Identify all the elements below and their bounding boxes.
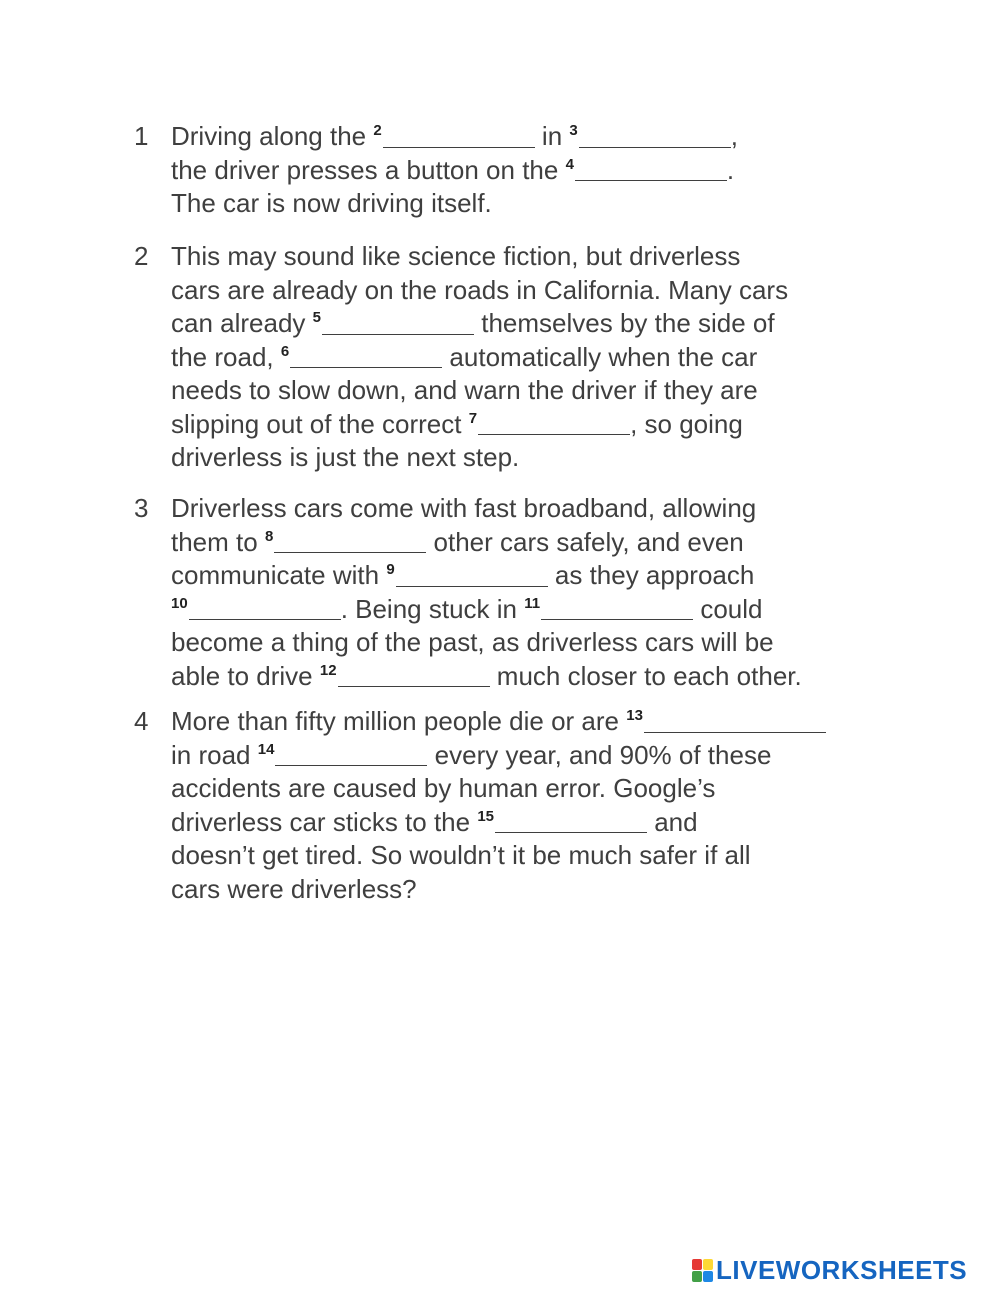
text-line bbox=[171, 626, 774, 660]
answer-blank-8[interactable] bbox=[274, 526, 426, 560]
text-line bbox=[171, 441, 519, 475]
logo-square bbox=[692, 1259, 702, 1270]
text-line bbox=[171, 772, 715, 806]
text-fragment: accidents are caused by human error. Google’s bbox=[171, 773, 716, 803]
logo-square bbox=[703, 1259, 713, 1270]
gap-number-13: 13 bbox=[626, 707, 643, 724]
text-line bbox=[171, 274, 788, 308]
paragraph-number: 4 bbox=[134, 706, 149, 736]
text-fragment: cars are already on the roads in California. Many cars bbox=[171, 274, 789, 305]
text-fragment: needs to slow down, and warn the driver if they are bbox=[171, 375, 758, 405]
text-fragment: become a thing of the past, as driverless cars will be bbox=[171, 627, 774, 657]
answer-blank-14[interactable] bbox=[275, 739, 427, 773]
text-line bbox=[171, 705, 826, 739]
text-fragment: , bbox=[730, 121, 738, 151]
gap-number-5: 5 bbox=[312, 309, 321, 326]
text-line bbox=[171, 839, 751, 873]
text-line bbox=[171, 187, 492, 221]
text-fragment: every year, and 90% of these bbox=[427, 739, 772, 770]
text-fragment: in bbox=[534, 121, 570, 151]
text-fragment: communicate with bbox=[171, 560, 387, 590]
answer-blank-5[interactable] bbox=[322, 307, 474, 341]
text-fragment: driverless car sticks to the bbox=[171, 806, 478, 837]
worksheet-text-block bbox=[122, 108, 882, 906]
answer-blank-12[interactable] bbox=[338, 660, 490, 694]
text-fragment: the road, bbox=[171, 341, 281, 372]
text-fragment: slipping out of the correct bbox=[171, 408, 469, 439]
text-line bbox=[171, 559, 754, 593]
gap-number-4: 4 bbox=[565, 155, 574, 173]
text-line bbox=[171, 873, 417, 907]
text-line bbox=[171, 374, 758, 408]
text-fragment: other cars safely, and even bbox=[426, 526, 744, 557]
liveworksheets-logo bbox=[692, 1254, 967, 1286]
gap-number-3: 3 bbox=[569, 122, 578, 139]
text-line bbox=[171, 526, 744, 560]
paragraph-number: 2 bbox=[134, 241, 149, 271]
text-line bbox=[171, 660, 802, 694]
text-line bbox=[171, 408, 743, 442]
gap-number-10: 10 bbox=[171, 594, 188, 612]
text-fragment: , so going bbox=[630, 408, 743, 439]
text-fragment: cars were driverless? bbox=[171, 873, 417, 904]
answer-blank-9[interactable] bbox=[396, 559, 548, 593]
answer-blank-7[interactable] bbox=[478, 408, 630, 442]
answer-blank-6[interactable] bbox=[290, 341, 442, 375]
logo-square bbox=[703, 1271, 713, 1282]
text-line bbox=[171, 307, 775, 341]
text-line bbox=[171, 593, 762, 627]
text-line bbox=[171, 154, 734, 188]
text-fragment: Driverless cars come with fast broadband, allowing bbox=[171, 493, 757, 523]
answer-blank-13[interactable] bbox=[644, 705, 826, 739]
text-fragment: can already bbox=[171, 308, 313, 338]
text-fragment: doesn’t get tired. So wouldn’t it be much safer if all bbox=[171, 840, 751, 870]
text-fragment: the driver presses a button on the bbox=[171, 154, 566, 185]
gap-number-9: 9 bbox=[386, 561, 395, 578]
text-fragment: automatically when the car bbox=[442, 341, 758, 372]
text-line bbox=[171, 341, 757, 375]
paragraph-number: 1 bbox=[134, 121, 149, 151]
text-fragment: Driving along the bbox=[171, 121, 374, 151]
answer-blank-15[interactable] bbox=[495, 806, 647, 840]
text-fragment: themselves by the side of bbox=[474, 308, 775, 338]
logo-square bbox=[692, 1271, 702, 1282]
text-line bbox=[171, 240, 740, 274]
text-fragment: This may sound like science fiction, but driverless bbox=[171, 241, 741, 271]
gap-number-7: 7 bbox=[468, 409, 478, 427]
gap-number-2: 2 bbox=[373, 122, 382, 139]
gap-number-15: 15 bbox=[477, 807, 494, 825]
text-line bbox=[171, 739, 771, 773]
answer-blank-4[interactable] bbox=[575, 154, 727, 188]
text-fragment: . Being stuck in bbox=[340, 593, 525, 624]
gap-number-8: 8 bbox=[264, 527, 274, 545]
gap-number-12: 12 bbox=[319, 661, 337, 679]
text-fragment: and bbox=[647, 806, 698, 837]
text-fragment: could bbox=[693, 593, 763, 624]
liveworksheets-logo-icon bbox=[692, 1259, 713, 1282]
text-fragment: . bbox=[726, 154, 735, 185]
paragraph-number: 3 bbox=[134, 493, 149, 523]
text-fragment: much closer to each other. bbox=[489, 660, 802, 691]
text-fragment: able to drive bbox=[171, 660, 320, 691]
text-fragment: More than fifty million people die or are bbox=[171, 706, 627, 736]
text-line bbox=[171, 492, 756, 526]
text-fragment: as they approach bbox=[547, 560, 755, 590]
answer-blank-3[interactable] bbox=[579, 120, 731, 154]
text-line bbox=[171, 120, 738, 154]
gap-number-11: 11 bbox=[524, 594, 541, 612]
liveworksheets-brand-text: LIVEWORKSHEETS bbox=[716, 1254, 968, 1285]
gap-number-6: 6 bbox=[280, 342, 290, 360]
gap-number-14: 14 bbox=[257, 740, 275, 758]
answer-blank-10[interactable] bbox=[189, 593, 341, 627]
answer-blank-11[interactable] bbox=[541, 593, 693, 627]
text-fragment: them to bbox=[171, 526, 265, 557]
text-fragment: The car is now driving itself. bbox=[171, 188, 492, 218]
answer-blank-2[interactable] bbox=[383, 120, 535, 154]
text-fragment: in road bbox=[171, 739, 258, 770]
text-fragment: driverless is just the next step. bbox=[171, 442, 520, 472]
text-line bbox=[171, 806, 698, 840]
